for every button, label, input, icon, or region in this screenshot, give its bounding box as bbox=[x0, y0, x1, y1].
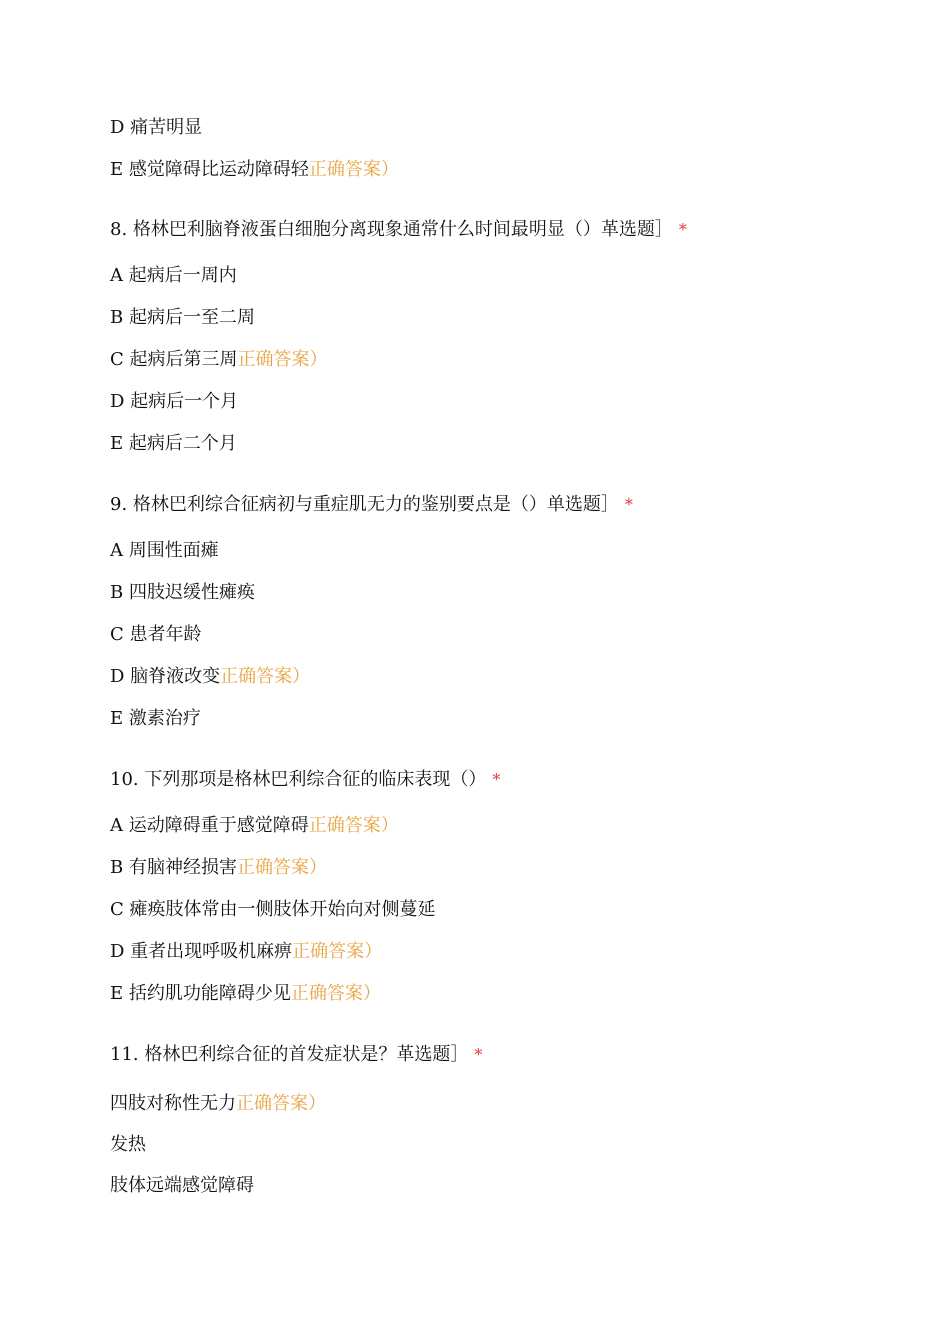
q11-option-3: 肢体远端感觉障碍 bbox=[110, 1175, 254, 1196]
q10-option-e: E 括约肌功能障碍少见正确答案） bbox=[110, 983, 381, 1004]
correct-answer-tag: 正确答案） bbox=[220, 666, 311, 687]
correct-answer-tag: 正确答案） bbox=[236, 857, 327, 878]
q10-option-b: B 有脑神经损害正确答案） bbox=[110, 857, 327, 878]
q10-option-c: C 瘫痪肢体常由一侧肢体开始向对侧蔓延 bbox=[110, 899, 436, 920]
q7-option-d: D 痛苦明显 bbox=[110, 117, 203, 138]
correct-answer-tag: 正确答案） bbox=[308, 815, 399, 836]
q9-option-e: E 激素治疗 bbox=[110, 708, 201, 729]
q8-option-b: B 起病后一至二周 bbox=[110, 307, 255, 328]
q9-option-a: A 周围性面瘫 bbox=[110, 540, 219, 561]
q11-option-1: 四肢对称性无力正确答案） bbox=[110, 1093, 326, 1114]
q8-option-a: A 起病后一周内 bbox=[110, 265, 237, 286]
correct-answer-tag: 正确答案） bbox=[290, 983, 381, 1004]
q8-option-c: C 起病后第三周正确答案） bbox=[110, 349, 328, 370]
q10-option-a: A 运动障碍重于感觉障碍正确答案） bbox=[110, 815, 399, 836]
q9-option-c: C 患者年龄 bbox=[110, 624, 202, 645]
correct-answer-tag: 正确答案） bbox=[236, 1093, 326, 1114]
q9-option-d: D 脑脊液改变正确答案） bbox=[110, 666, 311, 687]
required-star: * bbox=[678, 220, 687, 239]
q9-title: 9. 格林巴利综合征病初与重症肌无力的鉴别要点是（）单选题］ * bbox=[110, 494, 633, 515]
q8-option-e: E 起病后二个月 bbox=[110, 433, 237, 454]
correct-answer-tag: 正确答案） bbox=[237, 349, 328, 370]
q11-option-2: 发热 bbox=[110, 1134, 146, 1155]
q8-title: 8. 格林巴利脑脊液蛋白细胞分离现象通常什么时间最明显（）革选题］ * bbox=[110, 219, 687, 240]
correct-answer-tag: 正确答案） bbox=[308, 159, 399, 180]
required-star: * bbox=[474, 1045, 483, 1064]
required-star: * bbox=[492, 770, 501, 789]
q7-option-e: E 感觉障碍比运动障碍轻正确答案） bbox=[110, 159, 399, 180]
q10-title: 10. 下列那项是格林巴利综合征的临床表现（） * bbox=[110, 769, 501, 790]
q11-title: 11. 格林巴利综合征的首发症状是？革选题］ * bbox=[110, 1044, 483, 1065]
required-star: * bbox=[624, 495, 633, 514]
correct-answer-tag: 正确答案） bbox=[292, 941, 383, 962]
q8-option-d: D 起病后一个月 bbox=[110, 391, 239, 412]
q10-option-d: D 重者出现呼吸机麻痹正确答案） bbox=[110, 941, 383, 962]
q9-option-b: B 四肢迟缓性瘫痪 bbox=[110, 582, 255, 603]
